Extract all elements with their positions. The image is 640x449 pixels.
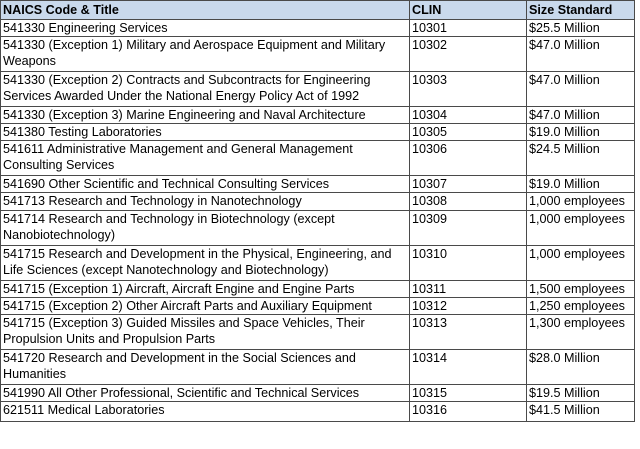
- clin-cell: 10311: [410, 281, 527, 298]
- clin-cell: 10308: [410, 193, 527, 211]
- size-standard-cell: 1,000 employees: [527, 211, 635, 246]
- clin-cell: 10313: [410, 315, 527, 350]
- naics-title-cell: 541715 (Exception 3) Guided Missiles and Space Vehicles, Their Propulsion Units and Propulsion Parts: [1, 315, 410, 350]
- naics-title-cell: 541990 All Other Professional, Scientific and Technical Services: [1, 385, 410, 402]
- table-row: [1, 124, 635, 141]
- size-standard-cell: $47.0 Million: [527, 107, 635, 124]
- naics-title-cell: 541715 Research and Development in the Physical, Engineering, and Life Sciences (except Nanotechnology and Biotechnology): [1, 246, 410, 281]
- table-row: [1, 20, 635, 37]
- naics-title-cell: 541690 Other Scientific and Technical Consulting Services: [1, 176, 410, 193]
- size-standard-cell: $24.5 Million: [527, 141, 635, 176]
- size-standard-cell: 1,000 employees: [527, 246, 635, 281]
- clin-cell: 10303: [410, 72, 527, 107]
- naics-title-cell: 541715 (Exception 2) Other Aircraft Parts and Auxiliary Equipment: [1, 298, 410, 315]
- size-standard-cell: $19.0 Million: [527, 176, 635, 193]
- naics-title-cell: 541330 (Exception 1) Military and Aerospace Equipment and Military Weapons: [1, 37, 410, 72]
- naics-title-cell: 541380 Testing Laboratories: [1, 124, 410, 141]
- header-clin: CLIN: [410, 1, 527, 20]
- size-standard-cell: $19.5 Million: [527, 385, 635, 402]
- naics-title-cell: 621511 Medical Laboratories: [1, 402, 410, 422]
- size-standard-cell: 1,000 employees: [527, 193, 635, 211]
- size-standard-cell: $28.0 Million: [527, 350, 635, 385]
- size-standard-cell: $25.5 Million: [527, 20, 635, 37]
- table-row: [1, 246, 635, 281]
- naics-title-cell: 541330 (Exception 3) Marine Engineering and Naval Architecture: [1, 107, 410, 124]
- clin-cell: 10301: [410, 20, 527, 37]
- size-standard-cell: 1,500 employees: [527, 281, 635, 298]
- size-standard-cell: $19.0 Million: [527, 124, 635, 141]
- clin-cell: 10309: [410, 211, 527, 246]
- table-body: [1, 20, 635, 422]
- clin-cell: 10307: [410, 176, 527, 193]
- clin-cell: 10310: [410, 246, 527, 281]
- clin-cell: 10312: [410, 298, 527, 315]
- clin-cell: 10305: [410, 124, 527, 141]
- table-row: [1, 298, 635, 315]
- size-standard-cell: $47.0 Million: [527, 72, 635, 107]
- table-row: [1, 193, 635, 211]
- table-row: [1, 107, 635, 124]
- clin-cell: 10316: [410, 402, 527, 422]
- table-row: [1, 37, 635, 72]
- naics-title-cell: 541715 (Exception 1) Aircraft, Aircraft Engine and Engine Parts: [1, 281, 410, 298]
- naics-title-cell: 541714 Research and Technology in Biotechnology (except Nanobiotechnology): [1, 211, 410, 246]
- table-row: [1, 211, 635, 246]
- table-row: [1, 141, 635, 176]
- header-size-standard: Size Standard: [527, 1, 635, 20]
- header-naics-code-title: NAICS Code & Title: [1, 1, 410, 20]
- table-row: [1, 281, 635, 298]
- naics-title-cell: 541611 Administrative Management and General Management Consulting Services: [1, 141, 410, 176]
- naics-title-cell: 541713 Research and Technology in Nanotechnology: [1, 193, 410, 211]
- table-row: [1, 176, 635, 193]
- clin-cell: 10306: [410, 141, 527, 176]
- clin-cell: 10315: [410, 385, 527, 402]
- size-standard-cell: 1,250 employees: [527, 298, 635, 315]
- table-row: [1, 315, 635, 350]
- clin-cell: 10302: [410, 37, 527, 72]
- table-row: [1, 350, 635, 385]
- naics-title-cell: 541330 Engineering Services: [1, 20, 410, 37]
- table-row: [1, 385, 635, 402]
- table-row: [1, 402, 635, 422]
- size-standard-cell: $47.0 Million: [527, 37, 635, 72]
- table-row: [1, 72, 635, 107]
- naics-title-cell: 541330 (Exception 2) Contracts and Subcontracts for Engineering Services Awarded Under the National Energy Policy Act of 1992: [1, 72, 410, 107]
- size-standard-cell: 1,300 employees: [527, 315, 635, 350]
- naics-title-cell: 541720 Research and Development in the Social Sciences and Humanities: [1, 350, 410, 385]
- header-row: [1, 1, 635, 20]
- clin-cell: 10314: [410, 350, 527, 385]
- clin-cell: 10304: [410, 107, 527, 124]
- size-standard-cell: $41.5 Million: [527, 402, 635, 422]
